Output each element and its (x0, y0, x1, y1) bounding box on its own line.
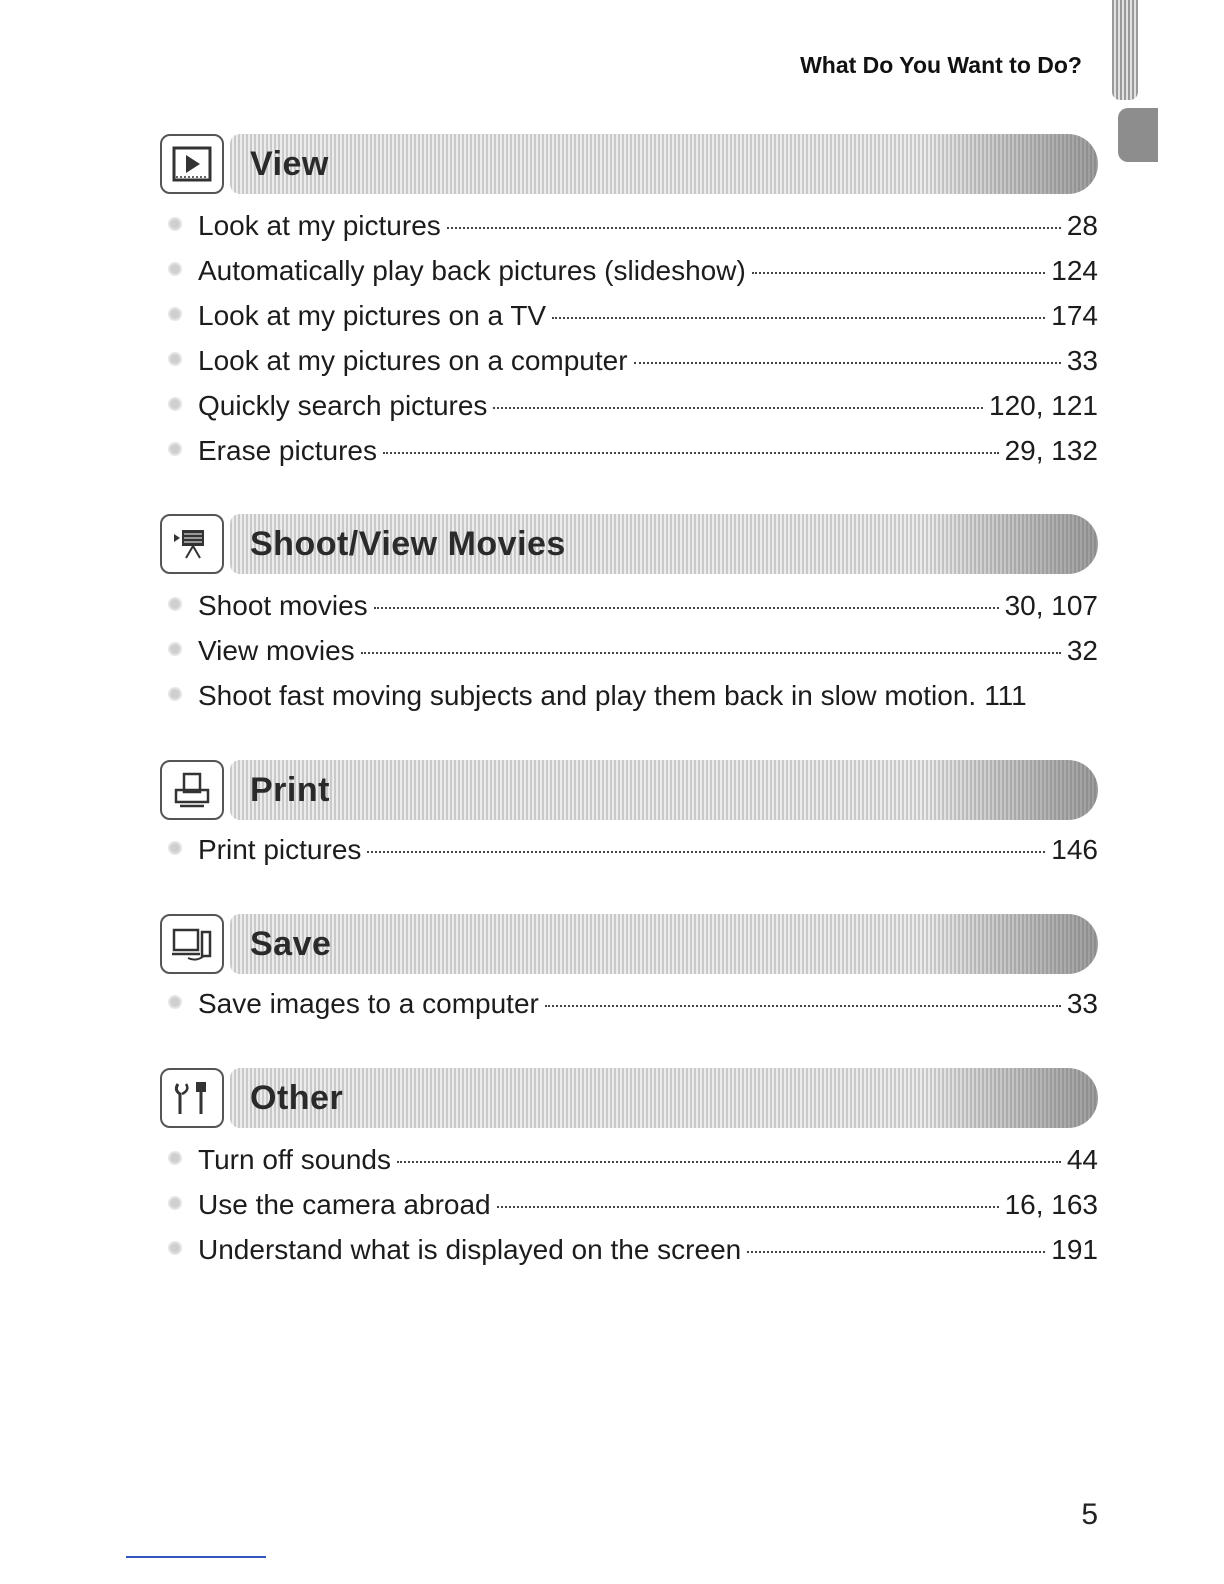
page-number: 5 (1081, 1498, 1098, 1531)
computer-icon (160, 914, 224, 974)
movie-camera-icon (160, 514, 224, 574)
item-label: Print pictures (198, 834, 362, 865)
section-title: Print (250, 770, 330, 809)
item-label: Shoot movies (198, 590, 368, 621)
chapter-edge-tab (1112, 0, 1138, 100)
item-pages: 29, 132 (1004, 435, 1098, 466)
section-header (160, 760, 1098, 824)
item-pages: 33 (1066, 345, 1098, 376)
list-item[interactable] (160, 1144, 1098, 1189)
item-label: View movies (198, 635, 355, 666)
item-pages: 146 (1051, 834, 1098, 865)
item-label: Look at my pictures on a computer (198, 345, 628, 376)
list-item[interactable] (160, 834, 1098, 879)
leader-dots (752, 272, 1046, 274)
list-item[interactable] (160, 1189, 1098, 1234)
item-pages: 120, 121 (989, 390, 1098, 421)
item-pages: 191 (1051, 1234, 1098, 1265)
bullet-icon (168, 262, 182, 276)
list-item[interactable] (160, 435, 1098, 480)
list-item[interactable] (160, 390, 1098, 435)
bullet-icon (168, 397, 182, 411)
list-item[interactable] (160, 1234, 1098, 1279)
leader-dots (747, 1251, 1045, 1253)
item-pages: 28 (1066, 210, 1098, 241)
leader-dots (397, 1161, 1061, 1163)
item-label: Use the camera abroad (198, 1189, 491, 1220)
section-title: Save (250, 924, 332, 963)
section-title-bar (230, 1068, 1098, 1128)
printer-icon (160, 760, 224, 820)
leader-dots (383, 452, 999, 454)
play-icon (160, 134, 224, 194)
item-pages: 111 (984, 680, 1027, 711)
leader-dots (374, 607, 999, 609)
bullet-icon (168, 841, 182, 855)
item-label: Shoot fast moving subjects and play them back in slow motion. (198, 680, 977, 711)
leader-dots (545, 1005, 1061, 1007)
item-pages: 16, 163 (1004, 1189, 1098, 1220)
section-header (160, 914, 1098, 978)
item-pages: 174 (1051, 300, 1098, 331)
item-label: Automatically play back pictures (slideshow) (198, 255, 746, 286)
item-label: Erase pictures (198, 435, 377, 466)
bullet-icon (168, 307, 182, 321)
list-item[interactable] (160, 210, 1098, 255)
item-label: Turn off sounds (198, 1144, 392, 1175)
section-title: Other (250, 1078, 344, 1117)
leader-dots (497, 1206, 999, 1208)
leader-dots (493, 407, 983, 409)
leader-dots (552, 317, 1045, 319)
item-pages: 32 (1066, 635, 1098, 666)
section-header (160, 134, 1098, 198)
section-view (160, 134, 1098, 480)
bullet-icon (168, 217, 182, 231)
bullet-icon (168, 597, 182, 611)
section-save (160, 914, 1098, 1033)
item-pages: 44 (1066, 1144, 1098, 1175)
bullet-icon (168, 352, 182, 366)
bullet-icon (168, 642, 182, 656)
section-header (160, 1068, 1098, 1132)
item-label: Look at my pictures on a TV (198, 300, 547, 331)
bullet-icon (168, 442, 182, 456)
list-item[interactable] (160, 300, 1098, 345)
item-label: Look at my pictures (198, 210, 441, 241)
leader-dots (361, 652, 1061, 654)
section-title-bar (230, 514, 1098, 574)
leader-dots (634, 362, 1061, 364)
section-title-bar (230, 134, 1098, 194)
item-pages: 30, 107 (1004, 590, 1098, 621)
list-item[interactable] (160, 680, 1098, 725)
section-title-bar (230, 914, 1098, 974)
tools-icon (160, 1068, 224, 1128)
bullet-icon (168, 1196, 182, 1210)
footer-divider (126, 1556, 266, 1558)
page-header-title: What Do You Want to Do? (800, 52, 1082, 78)
section-title: View (250, 144, 329, 183)
list-item[interactable] (160, 635, 1098, 680)
section-movies (160, 514, 1098, 725)
list-item[interactable] (160, 345, 1098, 390)
list-item[interactable] (160, 988, 1098, 1033)
section-print (160, 760, 1098, 879)
bullet-icon (168, 687, 182, 701)
item-label: Understand what is displayed on the screen (198, 1234, 742, 1265)
list-item[interactable] (160, 590, 1098, 635)
section-other (160, 1068, 1098, 1279)
leader-dots (447, 227, 1061, 229)
section-header (160, 514, 1098, 578)
bullet-icon (168, 1151, 182, 1165)
item-pages: 124 (1051, 255, 1098, 286)
item-pages: 33 (1066, 988, 1098, 1019)
item-label: Quickly search pictures (198, 390, 488, 421)
leader-dots (367, 851, 1045, 853)
item-label: Save images to a computer (198, 988, 539, 1019)
chapter-side-tab (1118, 108, 1158, 162)
section-title-bar (230, 760, 1098, 820)
bullet-icon (168, 1241, 182, 1255)
list-item[interactable] (160, 255, 1098, 300)
bullet-icon (168, 995, 182, 1009)
section-title: Shoot/View Movies (250, 524, 566, 563)
